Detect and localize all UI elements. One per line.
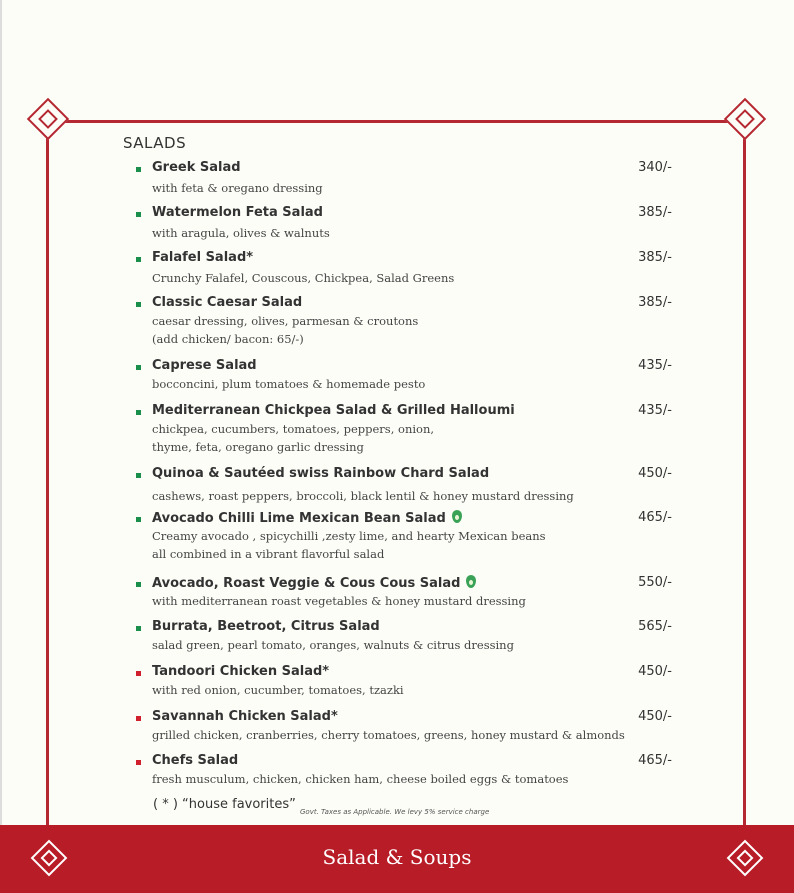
veg-bullet-icon (136, 473, 141, 478)
frame-top-border (48, 120, 745, 123)
frame-right-border (743, 120, 746, 830)
veg-bullet-icon (136, 212, 141, 217)
menu-item-description: grilled chicken, cranberries, cherry tomatoes, greens, honey mustard & almonds (152, 728, 625, 742)
veg-bullet-icon (136, 302, 141, 307)
menu-item-name (152, 619, 380, 634)
veg-bullet-icon (136, 365, 141, 370)
diamond-ornament-icon (27, 98, 69, 140)
menu-item-name-text: Falafel Salad* (152, 250, 254, 265)
nonveg-bullet-icon (136, 716, 141, 721)
menu-item-name-text: Tandoori Chicken Salad* (152, 664, 330, 679)
section-title: SALADS (123, 134, 187, 152)
menu-item-name-text: Burrata, Beetroot, Citrus Salad (152, 619, 380, 634)
menu-item-description: Crunchy Falafel, Couscous, Chickpea, Salad Greens (152, 271, 455, 285)
menu-item-name-text: Savannah Chicken Salad* (152, 709, 338, 724)
menu-item-price: 450/- (638, 466, 672, 481)
menu-item-name (152, 510, 462, 526)
house-favorites-note: ( * ) “house favorites” (153, 797, 296, 812)
menu-item-name (152, 575, 476, 591)
menu-item-price: 385/- (638, 205, 672, 220)
menu-item-name (152, 160, 241, 175)
menu-item-name (152, 358, 257, 373)
menu-item-name-text: Avocado, Roast Veggie & Cous Cous Salad (152, 576, 461, 591)
menu-item-price: 435/- (638, 403, 672, 418)
menu-item-name (152, 205, 323, 220)
menu-item-description: with aragula, olives & walnuts (152, 226, 330, 240)
menu-item-description: with red onion, cucumber, tomatoes, tzazki (152, 683, 404, 697)
menu-item-name-text: Watermelon Feta Salad (152, 205, 323, 220)
menu-item-price: 465/- (638, 753, 672, 768)
menu-item-name-text: Quinoa & Sautéed swiss Rainbow Chard Salad (152, 466, 490, 481)
menu-item-name (152, 709, 338, 724)
menu-item-name-text: Caprese Salad (152, 358, 257, 373)
menu-item-name (152, 403, 515, 418)
menu-item-description: fresh musculum, chicken, chicken ham, cheese boiled eggs & tomatoes (152, 772, 569, 786)
menu-item-name-text: Avocado Chilli Lime Mexican Bean Salad (152, 511, 446, 526)
veg-bullet-icon (136, 582, 141, 587)
menu-item-name (152, 466, 489, 481)
avocado-icon (466, 575, 476, 588)
menu-item-price: 465/- (638, 510, 672, 525)
menu-item-description: thyme, feta, oregano garlic dressing (152, 440, 364, 454)
footer-title: Salad & Soups (322, 845, 472, 869)
menu-item-price: 450/- (638, 709, 672, 724)
tax-note: Govt. Taxes as Applicable. We levy 5% service charge (300, 808, 490, 816)
menu-item-description: bocconcini, plum tomatoes & homemade pesto (152, 377, 426, 391)
footer-bar (0, 825, 794, 893)
menu-item-description: Creamy avocado , spicychilli ,zesty lime, and hearty Mexican beans (152, 529, 546, 543)
nonveg-bullet-icon (136, 760, 141, 765)
menu-item-description: with feta & oregano dressing (152, 181, 323, 195)
menu-item-price: 435/- (638, 358, 672, 373)
veg-bullet-icon (136, 626, 141, 631)
avocado-icon (452, 510, 462, 523)
menu-item-name (152, 753, 238, 768)
menu-item-price: 385/- (638, 250, 672, 265)
menu-item-name-text: Greek Salad (152, 160, 241, 175)
veg-bullet-icon (136, 257, 141, 262)
veg-bullet-icon (136, 167, 141, 172)
veg-bullet-icon (136, 517, 141, 522)
frame-left-border (46, 120, 49, 830)
menu-item-price: 450/- (638, 664, 672, 679)
menu-item-price: 550/- (638, 575, 672, 590)
menu-item-description: with mediterranean roast vegetables & honey mustard dressing (152, 594, 526, 608)
menu-item-description: caesar dressing, olives, parmesan & croutons (152, 314, 419, 328)
menu-item-name-text: Chefs Salad (152, 753, 239, 768)
menu-item-price: 385/- (638, 295, 672, 310)
menu-item-price: 340/- (638, 160, 672, 175)
menu-item-name (152, 295, 302, 310)
veg-bullet-icon (136, 410, 141, 415)
menu-item-name-text: Classic Caesar Salad (152, 295, 303, 310)
menu-item-price: 565/- (638, 619, 672, 634)
menu-item-description: salad green, pearl tomato, oranges, walnuts & citrus dressing (152, 638, 514, 652)
menu-item-name-text: Mediterranean Chickpea Salad & Grilled Halloumi (152, 403, 515, 418)
menu-item-description: (add chicken/ bacon: 65/-) (152, 332, 304, 346)
menu-item-description: all combined in a vibrant flavorful salad (152, 547, 385, 561)
menu-item-description: chickpea, cucumbers, tomatoes, peppers, onion, (152, 422, 435, 436)
nonveg-bullet-icon (136, 671, 141, 676)
menu-item-name (152, 250, 253, 265)
menu-item-description: cashews, roast peppers, broccoli, black lentil & honey mustard dressing (152, 489, 574, 503)
page-edge (0, 0, 2, 893)
menu-item-name (152, 664, 329, 679)
diamond-ornament-icon (724, 98, 766, 140)
